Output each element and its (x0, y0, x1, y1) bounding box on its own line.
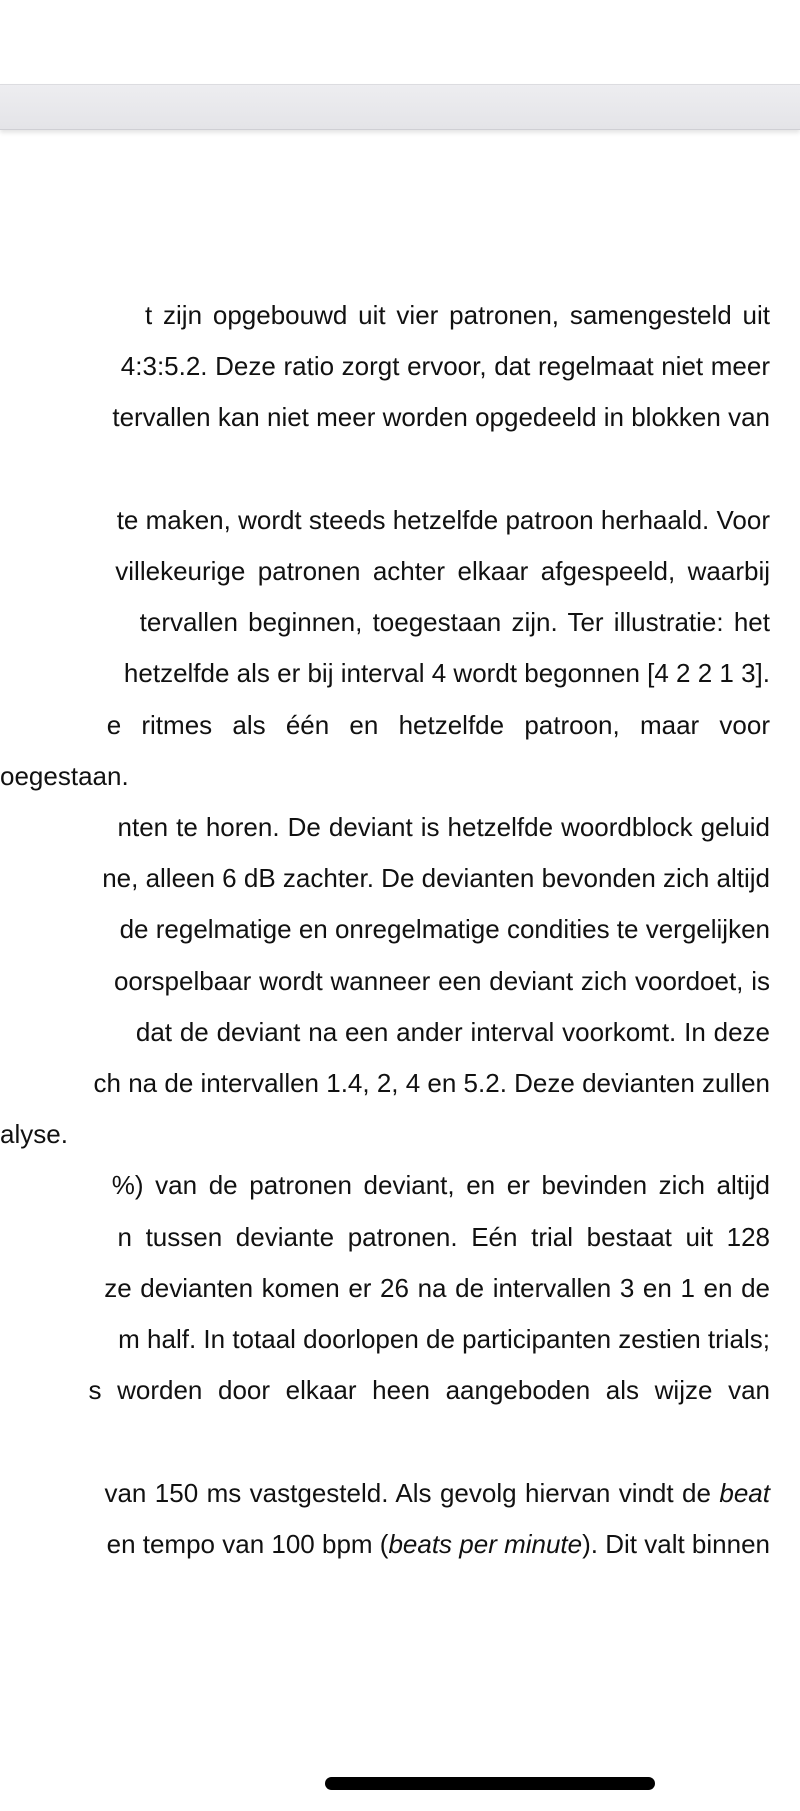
document-line: m half. In totaal doorlopen de participanten zestien trials; (118, 1324, 770, 1354)
document-line: ch na de intervallen 1.4, 2, 4 en 5.2. Deze devianten zullen (93, 1068, 770, 1098)
document-line: van 150 ms vastgesteld. Als gevolg hiervan vindt de beat (104, 1477, 770, 1508)
document-line: ze devianten komen er 26 na de intervallen 3 en 1 en de (104, 1272, 770, 1303)
document-line: hetzelfde als er bij interval 4 wordt begonnen [4 2 2 1 3]. (123, 658, 770, 689)
document-line: n tussen deviante patronen. Eén trial bestaat uit 128 (117, 1221, 770, 1252)
document-line: t zijn opgebouwd uit vier patronen, samengesteld uit (144, 300, 770, 330)
document-line: %) van de patronen deviant, en er bevinden zich altijd (111, 1170, 770, 1201)
document-line: nten te horen. De deviant is hetzelfde woordblock geluid (117, 812, 770, 842)
document-line: en tempo van 100 bpm (beats per minute). Dit valt binnen (106, 1528, 770, 1559)
document-line: ne, alleen 6 dB zachter. De devianten bevonden zich altijd (102, 863, 770, 894)
document-line: e ritmes als één en hetzelfde patroon, maar voor (106, 709, 770, 740)
document-line: 4:3:5.2. Deze ratio zorgt ervoor, dat regelmaat niet meer (120, 351, 770, 382)
document-line: tervallen beginnen, toegestaan zijn. Ter illustratie: het (139, 607, 770, 638)
document-line: alyse. (0, 1119, 68, 1150)
document-line: tervallen kan niet meer worden opgedeeld in blokken van (112, 402, 770, 433)
document-line: oegestaan. (0, 760, 129, 791)
document-line: s worden door elkaar heen aangeboden als wijze van (88, 1375, 770, 1406)
document-line: oorspelbaar wordt wanneer een deviant zich voordoet, is (113, 965, 770, 996)
home-indicator-bar[interactable] (325, 1777, 655, 1790)
document-line: dat de deviant na een ander interval voorkomt. In deze (135, 1016, 770, 1047)
document-line: villekeurige patronen achter elkaar afgespeeld, waarbij (115, 556, 770, 586)
header-bar (0, 84, 800, 130)
document-line: te maken, wordt steeds hetzelfde patroon herhaald. Voor (116, 504, 770, 535)
document-line: de regelmatige en onregelmatige condities te vergelijken (119, 914, 770, 945)
